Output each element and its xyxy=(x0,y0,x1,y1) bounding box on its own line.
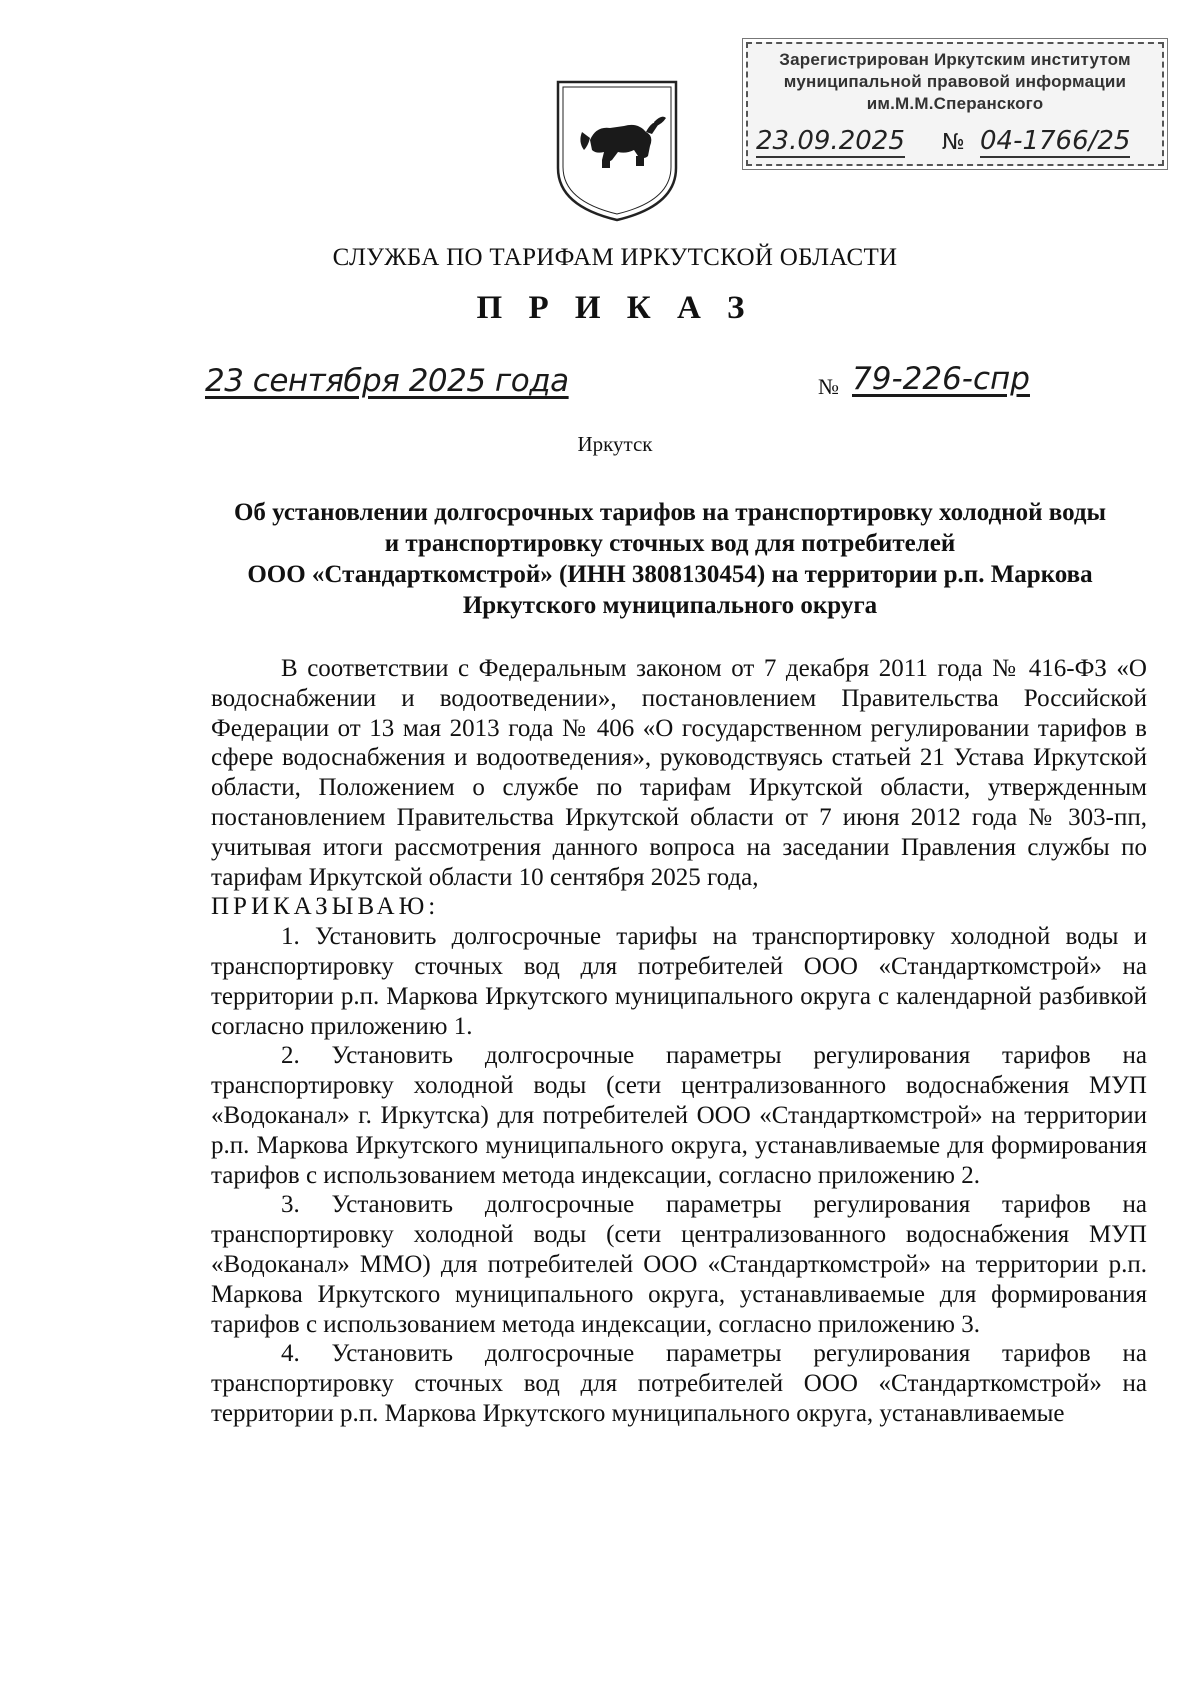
stamp-line-3: им.М.М.Сперанского xyxy=(866,94,1044,113)
stamp-line-2: муниципальной правовой информации xyxy=(783,72,1127,91)
order-item-4: 4. Установить долгосрочные параметры регулирования тарифов на транспортировку сточных вод для потребителей ООО «Стандарткомстрой» на территории р.п. Маркова Иркутского муниципального округа, устанавливаемые xyxy=(211,1340,1147,1427)
title-line-1: Об установлении долгосрочных тарифов на транспортировку холодной воды xyxy=(233,499,1107,526)
stamp-line-1: Зарегистрирован Иркутским институтом xyxy=(779,50,1131,69)
agency-name: СЛУЖБА ПО ТАРИФАМ ИРКУТСКОЙ ОБЛАСТИ xyxy=(332,244,898,271)
city: Иркутск xyxy=(577,432,653,456)
stamp-number-label: № xyxy=(942,130,965,155)
order-item-3: 3. Установить долгосрочные параметры регулирования тарифов на транспортировку холодной воды (сети централизованного водоснабжения МУП «Водоканал» ММО) для потребителей ООО «Стандарткомстрой» на территории р.п. Маркова Иркутского муниципального округа, устанавливаемые для формирования тарифов с использованием метода индексации, согласно приложению 3. xyxy=(211,1191,1147,1338)
order-item-2: 2. Установить долгосрочные параметры регулирования тарифов на транспортировку холодной воды (сети централизованного водоснабжения МУП «Водоканал» г. Иркутска) для потребителей ООО «Стандарткомстрой» на территории р.п. Маркова Иркутского муниципального округа, устанавливаемые для формирования тарифов с использованием метода индексации, согласно приложению 2. xyxy=(211,1042,1147,1189)
document-type: П Р И К А З xyxy=(476,290,754,326)
order-item-1: 1. Установить долгосрочные тарифы на транспортировку холодной воды и транспортировку сточных вод для потребителей ООО «Стандарткомстрой» на территории р.п. Маркова Иркутского муниципального округа с календарной разбивкой согласно приложению 1. xyxy=(211,923,1147,1040)
stamp-date: 23.09.2025 xyxy=(756,126,905,156)
order-number-label: № xyxy=(818,374,839,399)
title-line-2: и транспортировку сточных вод для потребителей xyxy=(384,530,956,557)
preamble-paragraph: В соответствии с Федеральным законом от 7 декабря 2011 года № 416-ФЗ «О водоснабжении и водоотведении», постановлением Правительства Российской Федерации от 13 мая 2013 года № 406 «О государственном регулировании тарифов в сфере водоснабжения и водоотведения», руководствуясь статьей 21 Устава Иркутской области, Положением о службе по тарифам Иркутской области, утвержденным постановлением Правительства Иркутской области от 7 июня 2012 года № 303-пп, учитывая итоги рассмотрения данного вопроса на заседании Правления службы по тарифам Иркутской области 10 сентября 2025 года, xyxy=(211,655,1147,891)
document-body xyxy=(211,654,1147,1429)
order-date: 23 сентября 2025 года xyxy=(205,363,569,399)
title-line-3: ООО «Стандарткомстрой» (ИНН 3808130454) на территории р.п. Маркова xyxy=(247,561,1093,588)
stamp-number: 04-1766/25 xyxy=(980,126,1131,156)
order-number: 79-226-спр xyxy=(852,361,1030,397)
document-title xyxy=(200,497,1140,621)
coat-of-arms-icon xyxy=(552,76,682,224)
registration-stamp xyxy=(746,42,1164,166)
title-line-4: Иркутского муниципального округа xyxy=(462,592,878,619)
order-word: ПРИКАЗЫВАЮ: xyxy=(211,893,440,921)
